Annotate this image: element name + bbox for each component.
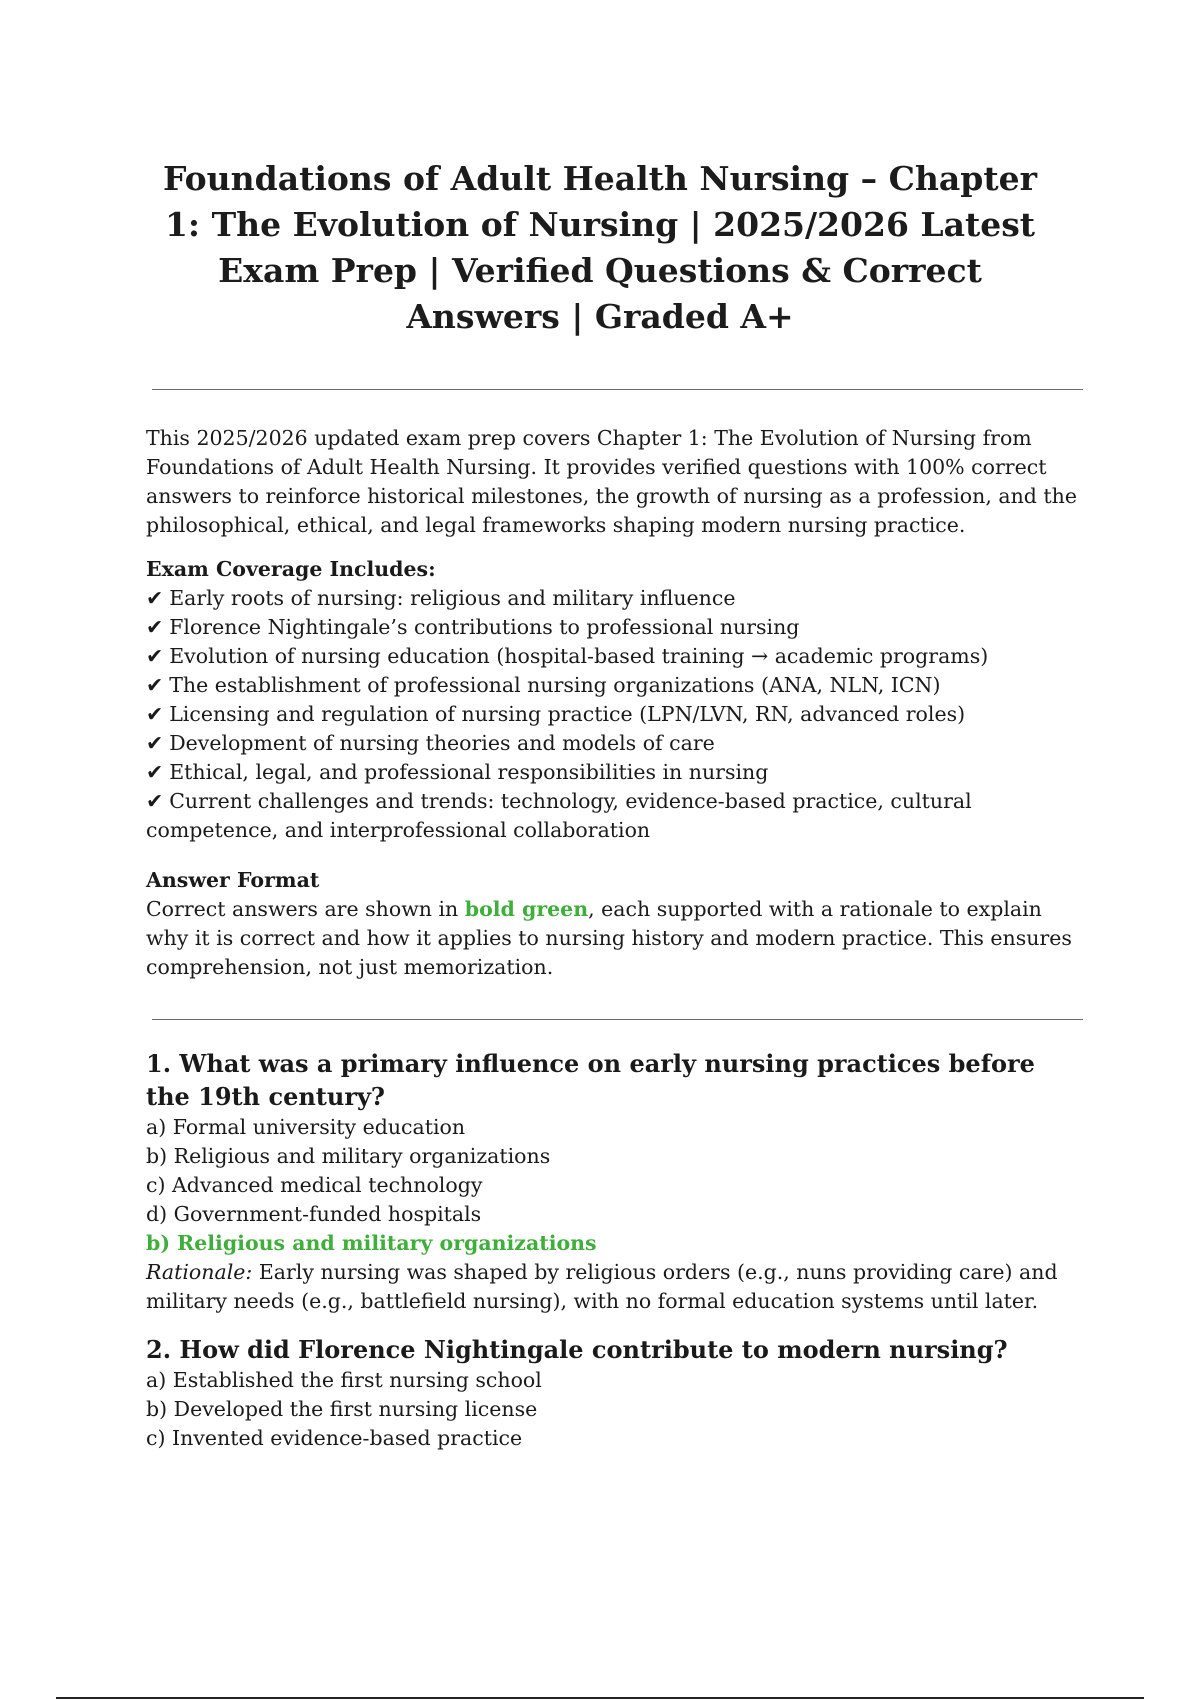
- coverage-item-text: Ethical, legal, and professional responsibilities in nursing: [169, 760, 769, 784]
- coverage-item-text: Early roots of nursing: religious and military influence: [169, 586, 736, 610]
- coverage-item-text: Current challenges and trends: technology, evidence-based practice, cultural competence, and interprofessional collaboration: [146, 789, 972, 842]
- checkmark-icon: ✔: [146, 673, 164, 697]
- intro-paragraph: This 2025/2026 updated exam prep covers Chapter 1: The Evolution of Nursing from Foundations of Adult Health Nursing. It provides verified questions with 100% correct answers to reinforce historical milestones, the growth of nursing as a profession, and the philosophical, ethical, and legal frameworks shaping modern nursing practice.: [146, 426, 1077, 537]
- question-2: [146, 1333, 1086, 1453]
- checkmark-icon: ✔: [146, 702, 164, 726]
- coverage-item-text: Evolution of nursing education (hospital-based training → academic programs): [169, 644, 989, 668]
- coverage-item: [146, 758, 1086, 787]
- section-divider: [152, 1019, 1083, 1020]
- answer-format-text-start: Correct answers are shown in: [146, 897, 465, 921]
- coverage-list: [146, 584, 1086, 845]
- answer-option: b) Religious and military organizations: [146, 1144, 551, 1168]
- answer-format-section: [146, 866, 1086, 982]
- coverage-item: [146, 700, 1086, 729]
- coverage-item-text: Florence Nightingale’s contributions to professional nursing: [169, 615, 800, 639]
- section-divider: [152, 389, 1083, 390]
- exam-coverage-section: [146, 555, 1086, 845]
- coverage-item-text: The establishment of professional nursing organizations (ANA, NLN, ICN): [169, 673, 941, 697]
- coverage-item-text: Licensing and regulation of nursing practice (LPN/LVN, RN, advanced roles): [169, 702, 966, 726]
- checkmark-icon: ✔: [146, 644, 164, 668]
- checkmark-icon: ✔: [146, 586, 164, 610]
- coverage-heading: Exam Coverage Includes:: [146, 557, 436, 581]
- question-1: [146, 1047, 1086, 1316]
- bold-green-highlight: bold green: [464, 897, 589, 921]
- question-title: 1. What was a primary influence on early nursing practices before the 19th century?: [146, 1049, 1035, 1111]
- answer-option: b) Developed the first nursing license: [146, 1397, 538, 1421]
- checkmark-icon: ✔: [146, 760, 164, 784]
- question-title: 2. How did Florence Nightingale contribute to modern nursing?: [146, 1335, 1008, 1364]
- coverage-item: [146, 584, 1086, 613]
- coverage-item-text: Development of nursing theories and models of care: [169, 731, 715, 755]
- answer-option: c) Advanced medical technology: [146, 1173, 483, 1197]
- rationale-text: Early nursing was shaped by religious orders (e.g., nuns providing care) and military needs (e.g., battlefield nursing), with no formal education systems until later.: [146, 1260, 1058, 1313]
- coverage-item: [146, 729, 1086, 758]
- checkmark-icon: ✔: [146, 731, 164, 755]
- answer-format-text: [146, 895, 1086, 982]
- checkmark-icon: ✔: [146, 789, 164, 813]
- coverage-item: [146, 671, 1086, 700]
- correct-answer: b) Religious and military organizations: [146, 1231, 597, 1255]
- answer-option: c) Invented evidence-based practice: [146, 1426, 523, 1450]
- answer-format-text-end: , each supported with a rationale to explain why it is correct and how it applies to nursing history and modern practice. This ensures comprehension, not just memorization.: [146, 897, 1072, 979]
- answer-format-heading: Answer Format: [146, 868, 320, 892]
- document-title: Foundations of Adult Health Nursing – Chapter 1: The Evolution of Nursing | 2025/2026 Latest Exam Prep | Verified Questions & Correct Answers | Graded A+: [163, 159, 1037, 336]
- answer-option: a) Established the first nursing school: [146, 1368, 542, 1392]
- answer-option: d) Government-funded hospitals: [146, 1202, 482, 1226]
- coverage-item: [146, 613, 1086, 642]
- rationale: [146, 1258, 1086, 1316]
- page-bottom-rule: [56, 1697, 1144, 1699]
- checkmark-icon: ✔: [146, 615, 164, 639]
- coverage-item: [146, 642, 1086, 671]
- answer-option: a) Formal university education: [146, 1115, 466, 1139]
- coverage-item: [146, 787, 1086, 845]
- rationale-label: Rationale:: [146, 1260, 253, 1284]
